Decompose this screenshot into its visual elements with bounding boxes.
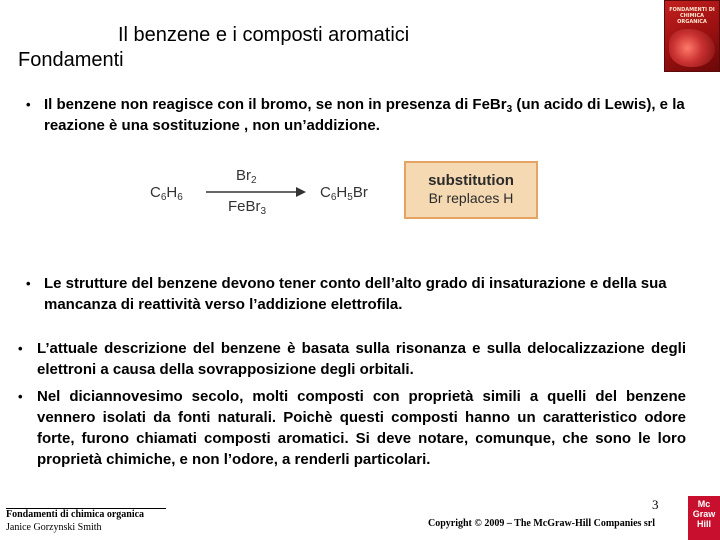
footer-book-info [6, 508, 144, 534]
bullet-aromatic-compounds-history [18, 386, 686, 470]
reagent-bromine: $Br_2$ [236, 167, 257, 186]
book-cover-title: FONDAMENTI DI CHIMICA ORGANICA [669, 7, 715, 25]
bullet-text: L’attuale descrizione del benzene è basata sulla risonanza e sulla delocalizzazione degli elettroni a causa della sovrapposizione degli orbitali. [37, 340, 686, 378]
book-cover-flower-image [669, 29, 715, 67]
bullet-resonance-description [18, 338, 686, 380]
mcgraw-hill-logo: Mc Graw Hill [688, 496, 720, 540]
slide-title: Il benzene e i composti aromatici [118, 24, 410, 46]
bullet-dot: • [26, 276, 31, 291]
bullet-text: Le strutture del benzene devono tener conto dell’alto grado di insaturazione e della sua mancanza di reattività verso l’addizione elettrofila. [44, 275, 667, 313]
bullet-text: Nel diciannovesimo secolo, molti composti con proprietà simili a quelli del benzene vennero isolati da fonti naturali. Poichè questi composti hanno un caratteristico odore forte, furono chiamati composti aromatici. Si deve notare, comunque, che sono le loro proprietà chimiche, e non l’odore, a renderli particolari. [37, 388, 686, 468]
bullet-dot: • [18, 341, 23, 356]
reaction-arrow-icon [206, 185, 306, 199]
bullet-bromine-reaction [26, 94, 696, 136]
slide-subtitle: Fondamenti [18, 49, 124, 71]
bullet-text: Il benzene non reagisce con il bromo, se non in presenza di FeBr$_3$ (un acido di Lewis), e la reazione è una sostituzione , non un’addizione. [44, 96, 685, 134]
bullet-dot: • [18, 389, 23, 404]
footer-book-title: Fondamenti di chimica organica [6, 509, 145, 520]
footer-author: Janice Gorzynski Smith [6, 522, 102, 533]
bullet-benzene-structures [26, 273, 696, 315]
substitution-title: substitution [428, 172, 514, 189]
footer-copyright: Copyright © 2009 – The McGraw-Hill Companies srl [428, 518, 656, 529]
substitution-label-box [404, 161, 538, 219]
product-bromobenzene-formula: $C_6H_5Br$ [320, 184, 368, 203]
bullet-dot: • [26, 97, 31, 112]
reagent-catalyst-febr3: FeBr$_3$ [228, 198, 267, 217]
reactant-benzene-formula: $C_6H_6$ [150, 184, 183, 203]
book-cover-thumbnail [664, 0, 720, 72]
page-number: 3 [652, 497, 659, 512]
substitution-description: Br replaces H [428, 190, 514, 206]
